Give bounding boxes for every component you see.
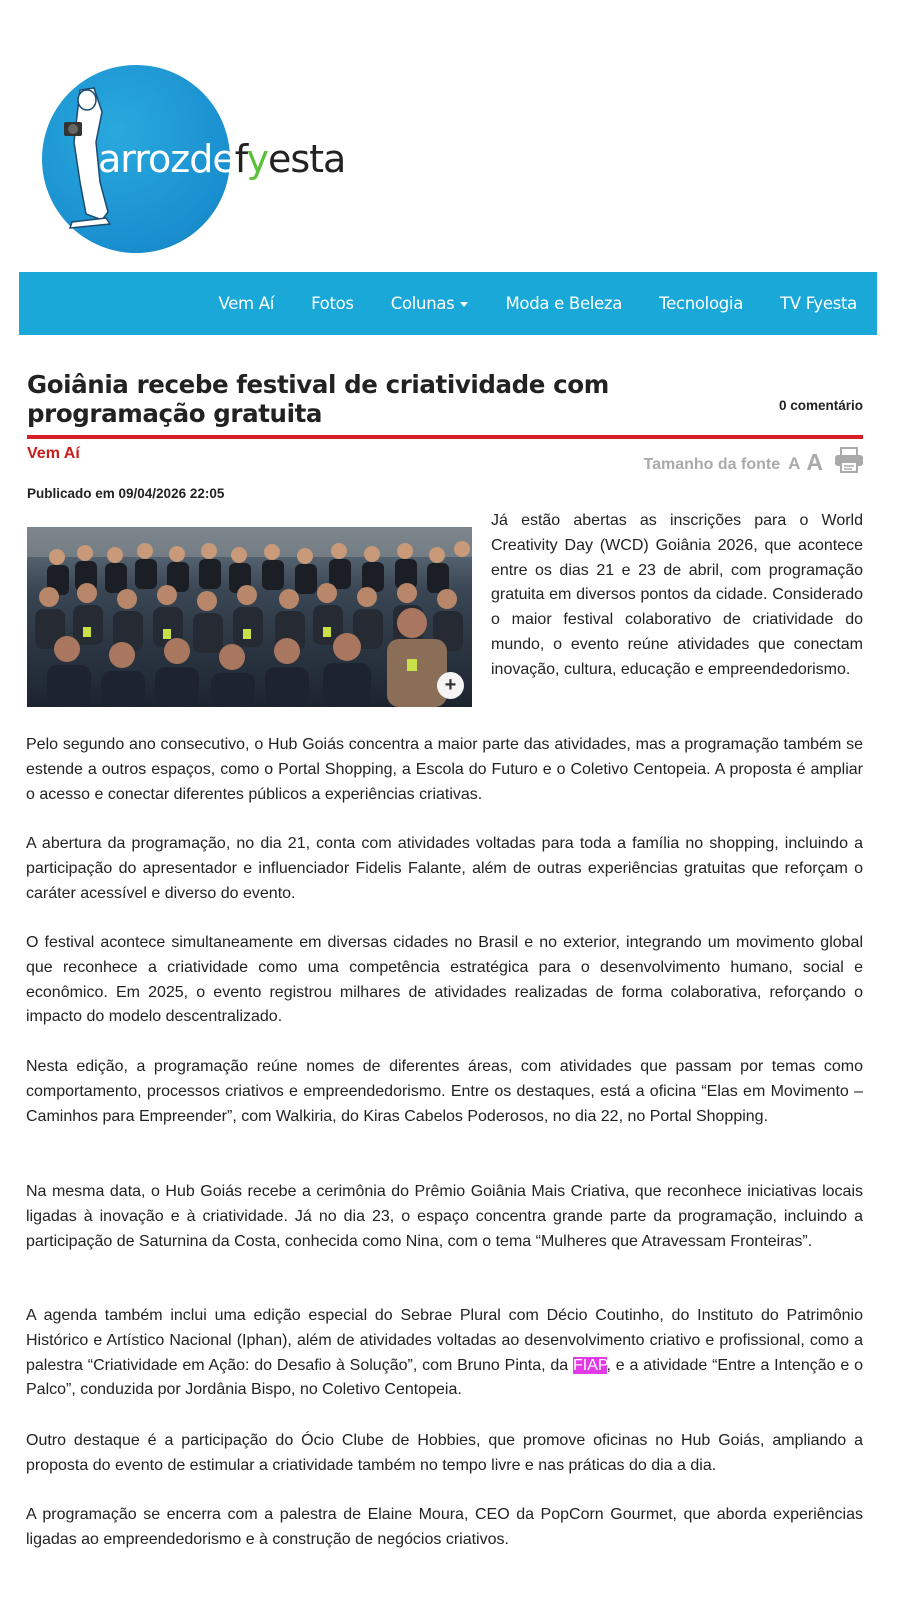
site-header [0, 0, 900, 275]
publish-date: Publicado em 09/04/2026 22:05 [27, 486, 225, 501]
print-icon[interactable] [833, 446, 865, 474]
nav-item-fotos[interactable]: Fotos [311, 294, 354, 313]
increase-font-button[interactable]: A [806, 449, 823, 475]
nav-item-moda-e-beleza[interactable]: Moda e Beleza [505, 294, 623, 313]
title-divider [27, 435, 863, 439]
article-paragraph: Pelo segundo ano consecutivo, o Hub Goiás concentra a maior parte das atividades, mas a programação também se estende a outros espaços, como o Portal Shopping, a Escola do Futuro e o Coletivo Centopeia. A proposta é ampliar o acesso e conectar diferentes públicos a experiências criativas. [26, 736, 863, 803]
nav-item-tv-fyesta[interactable]: TV Fyesta [780, 294, 857, 313]
audience-photo-illustration [27, 527, 472, 707]
nav-item-vem-ai[interactable]: Vem Aí [218, 294, 275, 313]
article-photo[interactable] [27, 527, 472, 707]
comment-count-link[interactable]: 0 comentário [778, 398, 863, 413]
main-nav [19, 272, 877, 335]
article-paragraph: A abertura da programação, no dia 21, conta com atividades voltadas para toda a família no shopping, incluindo a participação do apresentador e influenciador Fidelis Falante, além de outras experiências gratuitas que reforçam o caráter acessível e diverso do evento. [26, 835, 863, 902]
logo-wordmark: arrozdefyesta [98, 137, 346, 181]
font-size-label: Tamanho da fonte [643, 456, 781, 473]
article-paragraph: Na mesma data, o Hub Goiás recebe a cerimônia do Prêmio Goiânia Mais Criativa, que reconhece iniciativas locais ligadas à inovação e à criatividade. Já no dia 23, o espaço concentra grande parte da programação, incluindo a participação de Saturnina da Costa, conhecida como Nina, com o tema “Mulheres que Atravessam Fronteiras”. [26, 1183, 863, 1250]
decrease-font-button[interactable]: A [788, 454, 801, 473]
font-size-tools [644, 446, 866, 474]
article-title: Goiânia recebe festival de criatividade com programação gratuita [27, 370, 609, 428]
category-link[interactable]: Vem Aí [27, 445, 80, 462]
article-paragraph: A programação se encerra com a palestra de Elaine Moura, CEO da PopCorn Gourmet, que aborda experiências ligadas ao empreendedorismo e à construção de negócios criativos. [26, 1506, 863, 1548]
article-paragraph: Nesta edição, a programação reúne nomes de diferentes áreas, com atividades que passam por temas como comportamento, processos criativos e empreendedorismo. Entre os destaques, está a oficina “Elas em Movimento – Caminhos para Empreender”, com Walkiria, do Kiras Cabelos Poderosos, no dia 22, no Portal Shopping. [26, 1058, 863, 1125]
nav-item-colunas[interactable]: Colunas [391, 294, 469, 313]
article-intro: Já estão abertas as inscrições para o World Creativity Day (WCD) Goiânia 2026, que acontece entre os dias 21 e 23 de abril, com programação gratuita em diversos pontos da cidade. Considerado o maior festival colaborativo de criatividade do mundo, o evento reúne atividades que conectam inovação, cultura, educação e empreendedorismo. [491, 512, 863, 678]
article-paragraph: A agenda também inclui uma edição especial do Sebrae Plural com Décio Coutinho, do Instituto do Patrimônio Histórico e Artístico Nacional (Iphan), além de atividades voltadas ao desenvolvimento criativo e profissional, como a palestra “Criatividade em Ação: do Desafio à Solução”, com Bruno Pinta, da FIAP, e a atividade “Entre a Intenção e o Palco”, conduzida por Jordânia Bispo, no Coletivo Centopeia. [26, 1307, 863, 1399]
nav-item-tecnologia[interactable]: Tecnologia [659, 294, 744, 313]
fiap-link[interactable]: FIAP [573, 1356, 607, 1374]
article-paragraph: O festival acontece simultaneamente em diversas cidades no Brasil e no exterior, integrando um movimento global que reconhece a criatividade como uma competência estratégica para o desenvolvimento humano, social e econômico. Em 2025, o evento registrou milhares de atividades realizadas de forma colaborativa, reforçando o impacto do modelo descentralizado. [26, 934, 863, 1026]
caret-down-icon [460, 302, 468, 307]
article-paragraph: Outro destaque é a participação do Ócio Clube de Hobbies, que promove oficinas no Hub Goiás, ampliando a proposta do evento de estimular a criatividade também no tempo livre e nas práticas do dia a dia. [26, 1432, 863, 1474]
photo-zoom-button[interactable]: + [437, 672, 464, 699]
